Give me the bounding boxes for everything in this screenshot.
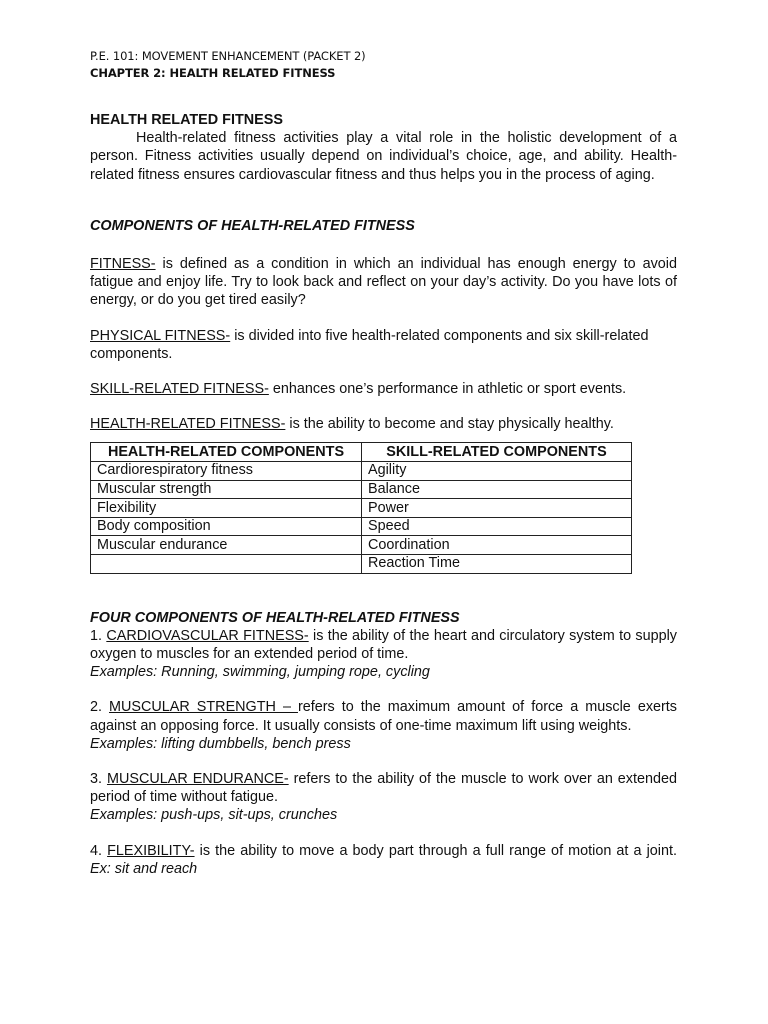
table-cell: Balance <box>362 480 632 499</box>
table-cell: Coordination <box>362 536 632 555</box>
example-muscular-strength: Examples: lifting dumbbells, bench press <box>90 735 351 752</box>
list-item-cardiovascular <box>90 627 677 663</box>
example-cardiovascular: Examples: Running, swimming, jumping rope, cycling <box>90 664 430 681</box>
table-row <box>91 499 632 518</box>
table-row <box>91 555 632 574</box>
term-flexibility: FLEXIBILITY- <box>107 842 195 859</box>
item-text: is the ability of the heart and circulatory system to supply oxygen to muscles for an extended period of time. <box>90 627 678 662</box>
intro-paragraph: Health-related fitness activities play a vital role in the holistic development of a person. Fitness activities usually depend on individual’s choice, age, and ability. Health-related fitness ensures cardiovascular fitness and thus helps you in the process of aging. <box>90 130 677 183</box>
column-header-skill: SKILL-RELATED COMPONENTS <box>362 443 632 462</box>
table-row <box>91 480 632 499</box>
list-item-flexibility <box>90 842 677 878</box>
table-row <box>91 536 632 555</box>
table-header-row <box>91 443 632 462</box>
item-text: refers to the ability of the muscle to work over an extended period of time without fatigue. <box>90 771 678 806</box>
page-header <box>90 48 366 82</box>
table-cell: Reaction Time <box>362 555 632 574</box>
definition-skill-related-fitness <box>90 380 677 398</box>
list-number: 1. <box>90 627 107 644</box>
table-cell: Agility <box>362 462 632 481</box>
example-flexibility: Ex: sit and reach <box>90 860 198 877</box>
definition-fitness <box>90 255 677 310</box>
definition-text: is divided into five health-related components and six skill-related components. <box>90 327 649 362</box>
document-body <box>90 111 677 878</box>
term-cardiovascular-fitness: CARDIOVASCULAR FITNESS- <box>106 627 309 644</box>
item-text: is the ability to move a body part through a full range of motion at a joint. <box>194 842 678 859</box>
components-table <box>90 442 632 573</box>
table-row <box>91 517 632 536</box>
table-cell: Flexibility <box>91 499 362 518</box>
term-physical-fitness: PHYSICAL FITNESS- <box>90 327 231 344</box>
term-muscular-strength: MUSCULAR STRENGTH – <box>109 699 298 716</box>
column-header-health: HEALTH-RELATED COMPONENTS <box>91 443 362 462</box>
table-cell: Muscular endurance <box>91 536 362 555</box>
list-number: 3. <box>90 771 107 788</box>
term-fitness: FITNESS- <box>90 256 156 273</box>
section-title-four-components: FOUR COMPONENTS OF HEALTH-RELATED FITNESS <box>90 609 460 626</box>
list-item-muscular-strength <box>90 698 677 734</box>
course-title: P.E. 101: MOVEMENT ENHANCEMENT (PACKET 2) <box>90 49 366 63</box>
definition-health-related-fitness <box>90 415 677 433</box>
table-cell: Cardiorespiratory fitness <box>91 462 362 481</box>
table-row <box>91 462 632 481</box>
term-health-related-fitness: HEALTH-RELATED FITNESS- <box>90 416 286 433</box>
definition-physical-fitness <box>90 327 677 363</box>
section-title-components: COMPONENTS OF HEALTH-RELATED FITNESS <box>90 217 415 234</box>
table-cell: Body composition <box>91 517 362 536</box>
table-cell <box>91 555 362 574</box>
table-cell: Power <box>362 499 632 518</box>
section-title-health-related-fitness: HEALTH RELATED FITNESS <box>90 112 283 128</box>
term-muscular-endurance: MUSCULAR ENDURANCE- <box>106 771 289 788</box>
item-text: refers to the maximum amount of force a muscle exerts against an opposing force. It usually consists of one-time maximum lift using weights. <box>90 699 678 734</box>
list-item-muscular-endurance <box>90 770 677 806</box>
table-cell: Speed <box>362 517 632 536</box>
definition-text: is the ability to become and stay physically healthy. <box>285 416 614 433</box>
table-cell: Muscular strength <box>91 480 362 499</box>
list-number: 4. <box>90 842 108 859</box>
definition-text: enhances one’s performance in athletic or sport events. <box>268 381 627 398</box>
definition-text: is defined as a condition in which an individual has enough energy to avoid fatigue and enjoy life. Try to look back and reflect on your day’s activity. Do you have lots of energy, or do you get tired easily? <box>90 256 677 309</box>
term-skill-related-fitness: SKILL-RELATED FITNESS- <box>90 381 269 398</box>
list-number: 2. <box>90 699 110 716</box>
chapter-title: CHAPTER 2: HEALTH RELATED FITNESS <box>90 66 336 80</box>
example-muscular-endurance: Examples: push-ups, sit-ups, crunches <box>90 807 338 824</box>
